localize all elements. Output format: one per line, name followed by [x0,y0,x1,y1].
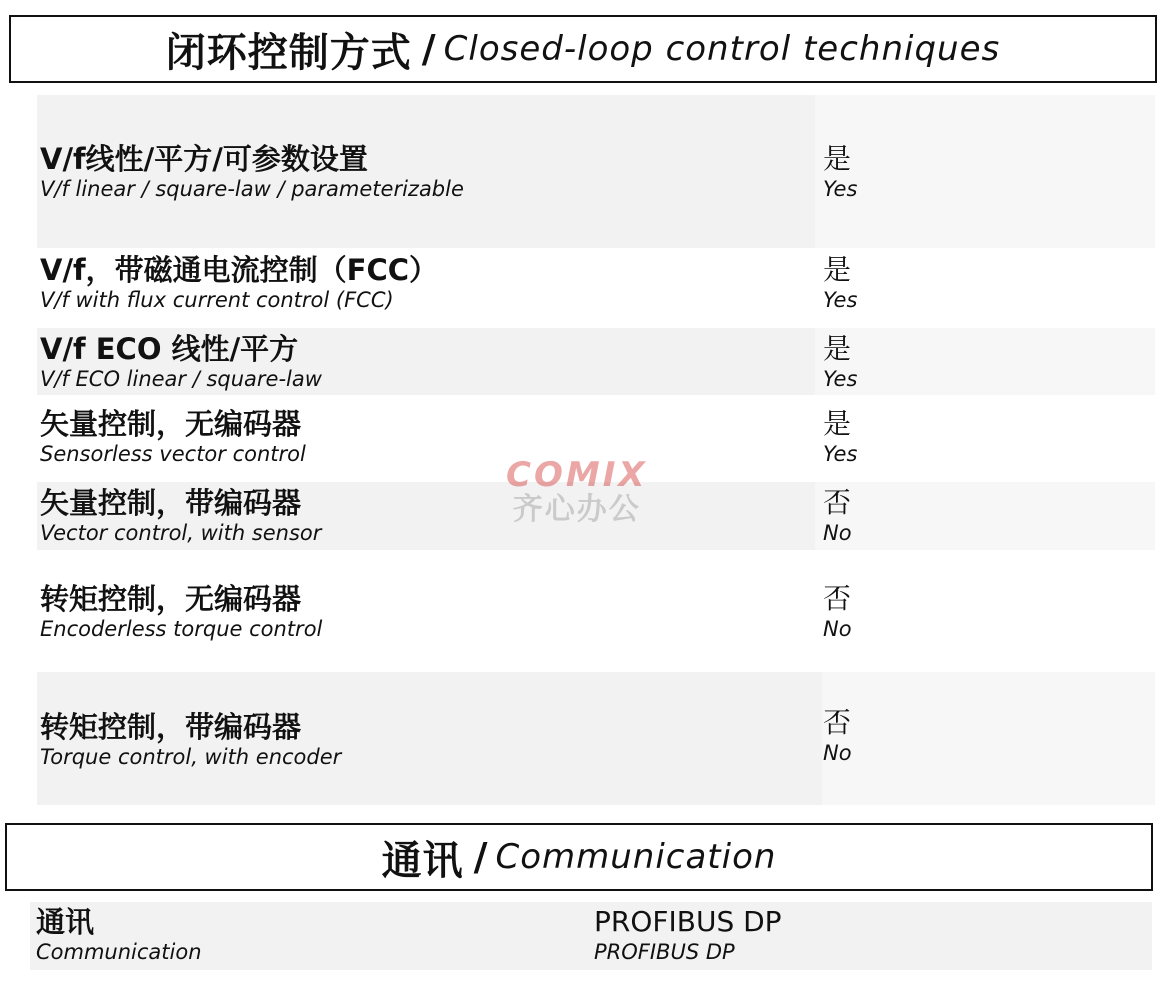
row-label-zh: V/f线性/平方/可参数设置 [40,142,368,176]
section-header-communication [5,823,1153,891]
row-label-zh: 矢量控制，无编码器 [40,407,302,441]
row-label-en: Vector control, with sensor [40,521,322,545]
row-value [823,332,857,392]
section-header-closed-loop [9,15,1157,83]
row-label-en: Communication [36,940,202,964]
row-value-main: PROFIBUS DP [594,905,782,938]
watermark-logo [506,457,648,527]
row-value-en: No [823,617,852,641]
table-row-value-bg [815,328,1155,395]
section-title-zh: 通讯 [381,837,464,884]
row-label-en: Encoderless torque control [40,617,323,641]
row-label-en: V/f with flux current control (FCC) [40,288,394,312]
table-row [40,253,438,313]
row-value-zh: 否 [823,706,852,739]
row-label-zh: 通讯 [36,905,95,939]
section-title-en: Closed-loop control techniques [443,29,1001,69]
row-value-zh: 是 [823,142,852,175]
table-row [40,486,321,546]
table-row [40,407,306,467]
watermark-tagline: 齐心办公 [512,492,641,527]
row-value [823,582,852,642]
table-row-value-bg [822,672,1155,805]
row-label-en: Torque control, with encoder [40,745,342,769]
table-row [40,582,322,642]
row-value-en: No [823,741,852,765]
row-label-en: V/f ECO linear / square-law [40,367,322,391]
section-title-en: Communication [495,837,777,877]
table-row-value-bg [815,95,1155,248]
row-value-en: No [823,521,852,545]
row-value-zh: 是 [823,253,852,286]
row-value-zh: 是 [823,407,852,440]
row-value-zh: 否 [823,486,852,519]
row-value-zh: 是 [823,332,852,365]
row-value-en: Yes [823,288,858,312]
section-title-zh: 闭环控制方式 [165,29,412,76]
table-row [40,332,322,392]
table-row [40,142,464,202]
row-label-zh: 矢量控制，带编码器 [40,486,302,520]
row-value-en: Yes [823,177,858,201]
row-label-zh: V/f ECO 线性/平方 [40,332,299,366]
row-value [823,486,852,546]
table-row-value-bg [815,482,1155,550]
row-label-en: Sensorless vector control [40,442,306,466]
row-value-zh: 否 [823,582,852,615]
row-label-zh: 转矩控制，无编码器 [40,582,302,616]
table-row [36,905,202,965]
row-value-en: Yes [823,367,858,391]
watermark-brand: COMIX [506,455,648,495]
row-value [823,142,857,202]
row-value [594,905,782,965]
row-value [823,706,852,766]
row-label-en: V/f linear / square-law / parameterizable [40,177,464,201]
row-label-zh: 转矩控制，带编码器 [40,710,302,744]
table-row [40,710,341,770]
title-separator: / [421,27,436,71]
title-separator: / [473,835,488,879]
row-value-en: Yes [823,442,858,466]
row-label-zh: V/f，带磁通电流控制（FCC） [40,253,439,287]
row-value [823,407,857,467]
row-value-en: PROFIBUS DP [594,940,735,964]
row-value [823,253,857,313]
